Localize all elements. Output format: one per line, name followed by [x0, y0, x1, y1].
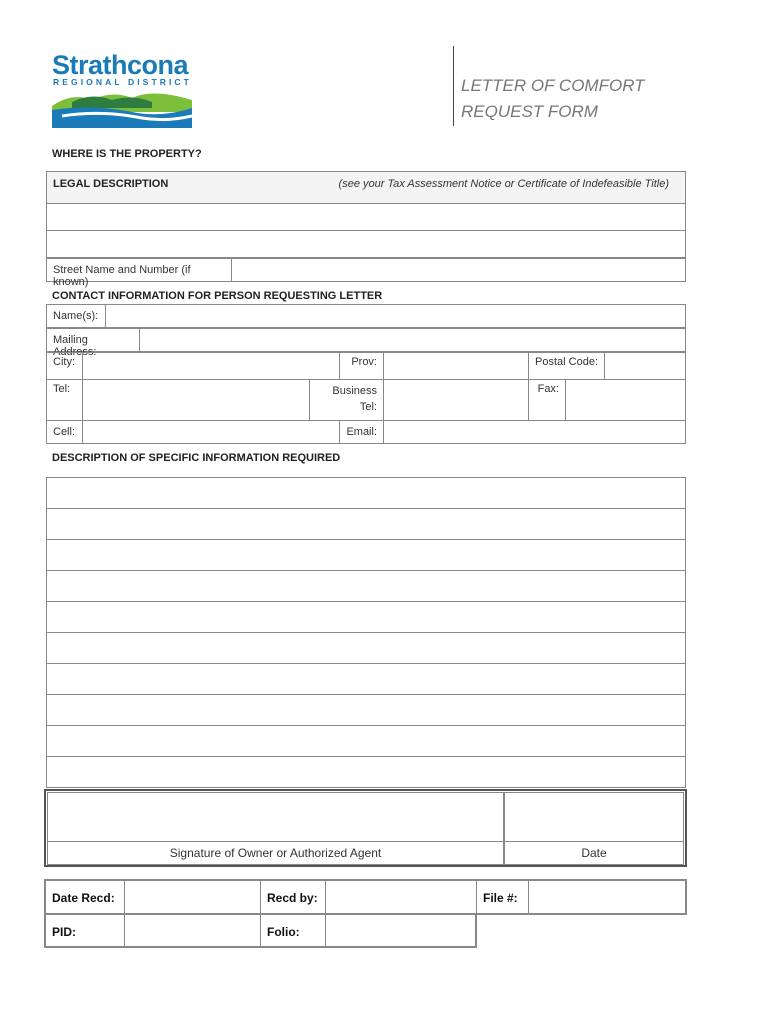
legal-description-line-2[interactable] [46, 230, 686, 258]
property-heading: WHERE IS THE PROPERTY? [52, 148, 202, 160]
mailing-label: Mailing Address: [46, 328, 140, 352]
recd-by-label: Recd by: [260, 879, 326, 915]
cell-field[interactable] [82, 420, 340, 444]
legal-description-label: LEGAL DESCRIPTION [53, 178, 169, 190]
mailing-field[interactable] [139, 328, 686, 352]
fax-label: Fax: [528, 379, 566, 421]
names-label: Name(s): [46, 304, 106, 328]
pid-label: PID: [44, 914, 125, 948]
logo-subtitle: REGIONAL DISTRICT [53, 77, 192, 87]
logo-landscape-icon [52, 86, 192, 128]
description-line[interactable] [46, 477, 686, 509]
legal-description-header [46, 171, 686, 204]
date-label: Date [504, 841, 684, 865]
names-field[interactable] [105, 304, 686, 328]
pid-field[interactable] [124, 914, 261, 948]
description-line[interactable] [46, 663, 686, 695]
folio-field[interactable] [325, 914, 477, 948]
cell-label: Cell: [46, 420, 83, 444]
description-line[interactable] [46, 601, 686, 633]
email-label: Email: [339, 420, 384, 444]
header-divider [453, 46, 454, 126]
description-line[interactable] [46, 694, 686, 726]
description-line[interactable] [46, 570, 686, 602]
description-line[interactable] [46, 632, 686, 664]
contact-heading: CONTACT INFORMATION FOR PERSON REQUESTING LETTER [52, 290, 383, 302]
recd-by-field[interactable] [325, 879, 477, 915]
business-tel-label: Business Tel: [309, 379, 384, 421]
description-heading: DESCRIPTION OF SPECIFIC INFORMATION REQUIRED [52, 452, 341, 464]
description-line[interactable] [46, 756, 686, 788]
legal-description-hint: (see your Tax Assessment Notice or Certificate of Indefeasible Title) [338, 178, 669, 190]
tel-field[interactable] [82, 379, 310, 421]
date-field[interactable] [504, 792, 684, 842]
form-title-line1: LETTER OF COMFORT [461, 76, 645, 95]
folio-label: Folio: [260, 914, 326, 948]
file-field[interactable] [528, 879, 687, 915]
description-line[interactable] [46, 725, 686, 757]
postal-field[interactable] [604, 352, 686, 380]
fax-field[interactable] [565, 379, 686, 421]
signature-field[interactable] [47, 792, 504, 842]
prov-field[interactable] [383, 352, 529, 380]
description-line[interactable] [46, 508, 686, 540]
date-recd-label: Date Recd: [44, 879, 125, 915]
file-label: File #: [476, 879, 529, 915]
business-tel-field[interactable] [383, 379, 529, 421]
prov-label: Prov: [339, 352, 384, 380]
city-label: City: [46, 352, 83, 380]
postal-label: Postal Code: [528, 352, 605, 380]
legal-description-line-1[interactable] [46, 203, 686, 231]
date-recd-field[interactable] [124, 879, 261, 915]
logo-wordmark: Strathcona [52, 50, 189, 80]
city-field[interactable] [82, 352, 340, 380]
street-field[interactable] [231, 258, 686, 282]
street-label: Street Name and Number (if known) [46, 258, 232, 282]
description-line[interactable] [46, 539, 686, 571]
signature-label: Signature of Owner or Authorized Agent [47, 841, 504, 865]
email-field[interactable] [383, 420, 686, 444]
form-title [461, 73, 645, 125]
form-title-line2: REQUEST FORM [461, 102, 598, 121]
tel-label: Tel: [46, 379, 83, 421]
